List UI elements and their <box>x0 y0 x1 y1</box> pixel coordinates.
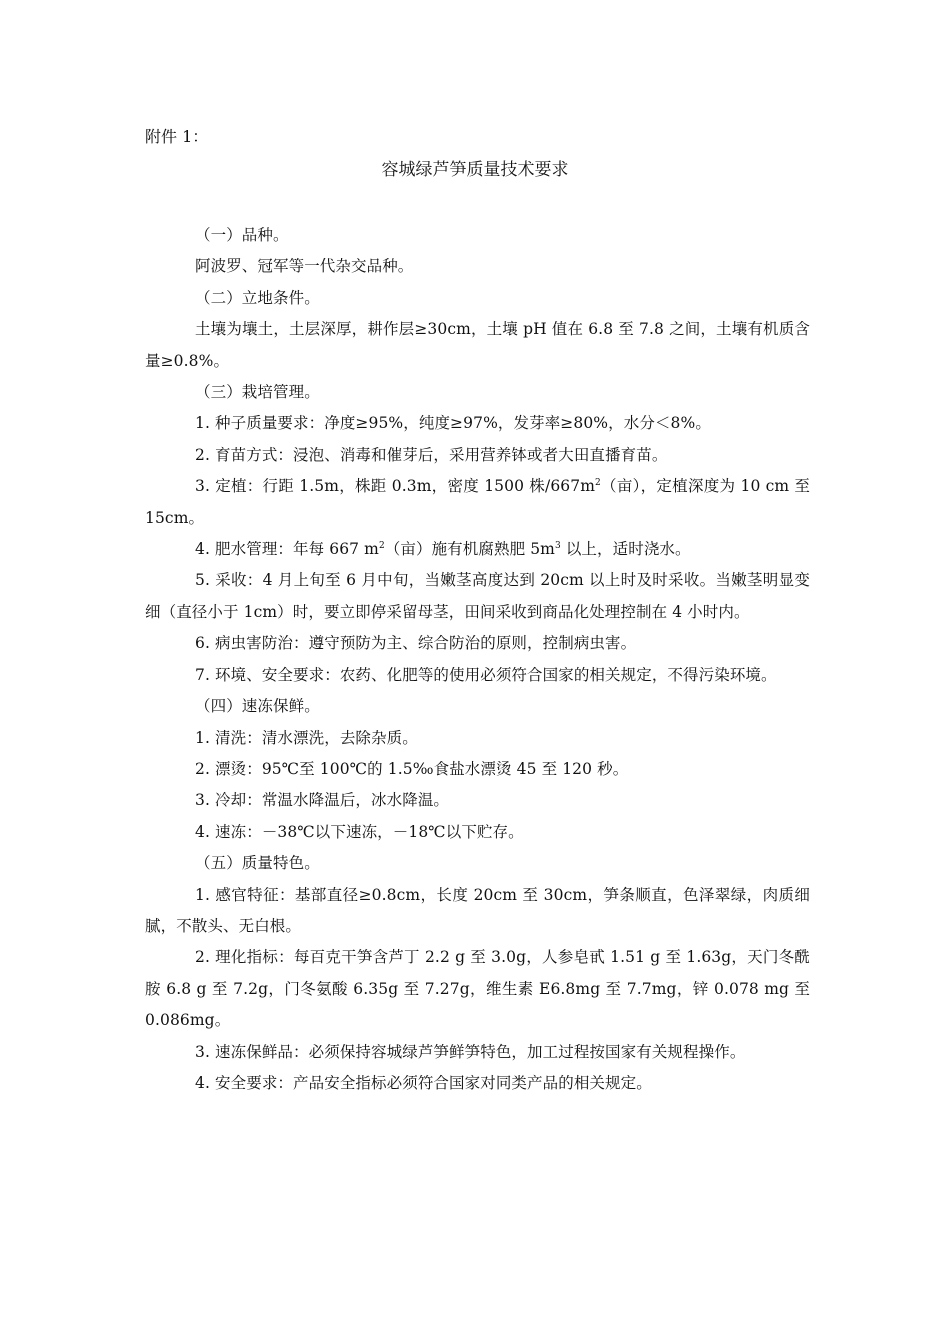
section-heading-site-conditions: （二）立地条件。 <box>195 288 320 307</box>
document-title: 容城绿芦笋质量技术要求 <box>381 160 569 180</box>
paragraph-harvest: 5. 采收：4 月上旬至 6 月中旬，当嫩茎高度达到 20cm 以上时及时采收。当嫩茎明显变细（直径小于 1cm）时，要立即停采留母茎，田间采收到商品化处理控制在 4 小时内。 <box>145 571 810 621</box>
paragraph-pest-control: 6. 病虫害防治：遵守预防为主、综合防治的原则，控制病虫害。 <box>195 634 637 653</box>
fertilizer-superscript-1: 2 <box>378 541 385 552</box>
document-body <box>145 220 810 1099</box>
paragraph-freezing: 4. 速冻：－38℃以下速冻，－18℃以下贮存。 <box>195 822 524 841</box>
planting-text-2: （亩），定植深度为 10 cm 至 15cm。 <box>145 477 810 527</box>
paragraph-blanching: 2. 漂烫：95℃至 100℃的 1.5‰食盐水漂烫 45 至 120 秒。 <box>195 759 629 778</box>
fertilizer-text-3: 以上，适时浇水。 <box>560 540 691 559</box>
paragraph-planting <box>145 471 810 534</box>
planting-superscript: 2 <box>595 478 601 489</box>
paragraph-safety: 4. 安全要求：产品安全指标必须符合国家对同类产品的相关规定。 <box>195 1073 652 1092</box>
section-heading-cultivation: （三）栽培管理。 <box>195 383 320 402</box>
fertilizer-text-1: 4. 肥水管理：年每 667 m <box>195 540 379 559</box>
paragraph-variety: 阿波罗、冠军等一代杂交品种。 <box>195 257 414 276</box>
section-heading-variety: （一）品种。 <box>195 226 289 244</box>
paragraph-physicochemical: 2. 理化指标：每百克干笋含芦丁 2.2 g 至 3.0g，人参皂甙 1.51 g 至 1.63g，天门冬酰胺 6.8 g 至 7.2g，门冬氨酸 6.35g 至 7.27g，维生素 E6.8mg 至 7.7mg，锌 0.078 mg 至 0.086mg。 <box>145 948 810 1030</box>
paragraph-washing: 1. 清洗：清水漂洗，去除杂质。 <box>195 728 418 747</box>
attachment-label: 附件 1： <box>145 127 209 146</box>
paragraph-cooling: 3. 冷却：常温水降温后，冰水降温。 <box>195 791 450 810</box>
paragraph-soil: 土壤为壤土，土层深厚，耕作层≥30cm，土壤 pH 值在 6.8 至 7.8 之间，土壤有机质含量≥0.8%。 <box>145 320 810 370</box>
paragraph-frozen-product: 3. 速冻保鲜品：必须保持容城绿芦笋鲜笋特色，加工过程按国家有关规程操作。 <box>195 1042 746 1061</box>
planting-text-1: 3. 定植：行距 1.5m，株距 0.3m，密度 1500 株/667m <box>195 477 596 496</box>
paragraph-seed-quality: 1. 种子质量要求：净度≥95%，纯度≥97%，发芽率≥80%，水分＜8%。 <box>195 414 711 433</box>
paragraph-environment: 7. 环境、安全要求：农药、化肥等的使用必须符合国家的相关规定，不得污染环境。 <box>195 665 777 684</box>
fertilizer-superscript-2: 3 <box>554 541 561 552</box>
paragraph-sensory: 1. 感官特征：基部直径≥0.8cm，长度 20cm 至 30cm，笋条顺直，色泽翠绿，肉质细腻，不散头、无白根。 <box>145 885 810 935</box>
section-heading-quality: （五）质量特色。 <box>195 854 320 873</box>
section-heading-quick-freeze: （四）速冻保鲜。 <box>195 697 320 716</box>
fertilizer-text-2: （亩）施有机腐熟肥 5m <box>384 540 555 559</box>
paragraph-fertilizer <box>145 534 810 565</box>
paragraph-seedling: 2. 育苗方式：浸泡、消毒和催芽后，采用营养钵或者大田直播育苗。 <box>195 445 668 464</box>
